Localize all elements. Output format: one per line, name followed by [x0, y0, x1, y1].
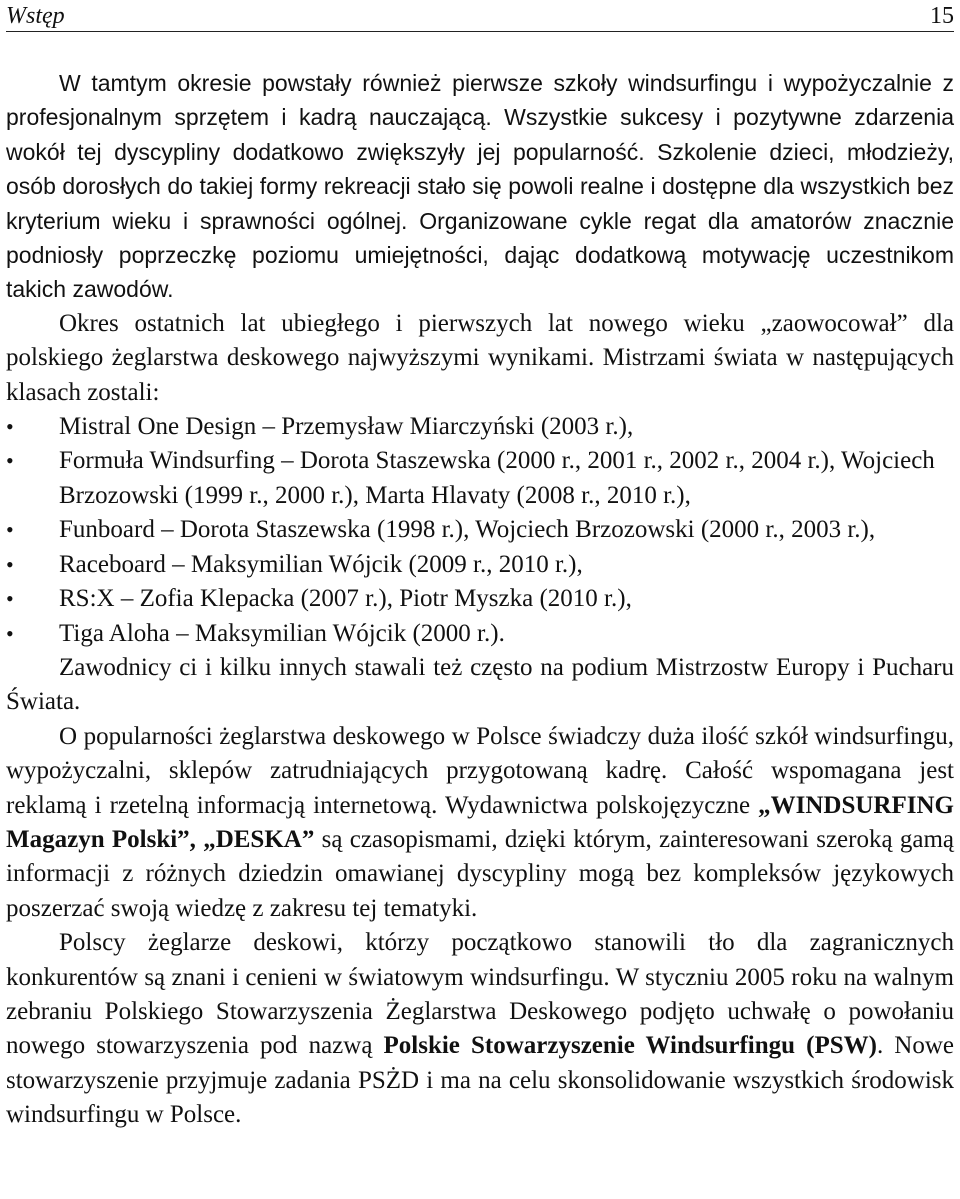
- list-item: [6, 548, 954, 582]
- list-item: [6, 513, 954, 547]
- list-item-text: Tiga Aloha – Maksymilian Wójcik (2000 r.).: [59, 619, 505, 647]
- paragraph-5: [6, 926, 954, 1132]
- association-name: Polskie Stowarzyszenie Windsurfingu (PSW): [383, 1032, 877, 1060]
- bullet-icon: •: [6, 551, 14, 577]
- list-item: [6, 617, 954, 651]
- bullet-icon: •: [6, 620, 14, 646]
- paragraph-1: W tamtym okresie powstały również pierwsze szkoły windsurfingu i wypożyczalnie z profesjonalnym sprzętem i kadrą nauczającą. Wszystkie sukcesy i pozytywne zdarzenia wokół tej dyscypliny dodatkowo zwiększyły jej popularność. Szkolenie dzieci, młodzieży, osób dorosłych do takiej formy rekreacji stało się powoli realne i dostępne dla wszystkich bez kryterium wieku i sprawności ogólnej. Organizowane cykle regat dla amatorów znacznie podniosły poprzeczkę poziomu umiejętności, dając dodatkową motywację uczestnikom takich zawodów.: [6, 70, 954, 303]
- page-number: 15: [930, 3, 954, 29]
- world-champions-list: [6, 410, 954, 651]
- bullet-icon: •: [6, 448, 14, 474]
- bullet-icon: •: [6, 414, 14, 440]
- page-header: [6, 0, 954, 32]
- running-head-title: Wstęp: [6, 3, 65, 29]
- paragraph-4-text-b: są czasopismami, dzięki którym, zainteresowani szeroką gamą informacji z różnych dziedzin omawianej dyscypliny mogą bez kompleksów językowych poszerzać swoją wiedzę z zakresu tej tematyki.: [6, 825, 954, 922]
- list-item-text: RS:X – Zofia Klepacka (2007 r.), Piotr Myszka (2010 r.),: [59, 585, 632, 613]
- list-item-text: Formuła Windsurfing – Dorota Staszewska (2000 r., 2001 r., 2002 r., 2004 r.), Wojciech Brzozowski (1999 r., 2000 r.), Marta Hlavaty (2008 r., 2010 r.),: [59, 447, 935, 509]
- list-item: [6, 410, 954, 444]
- bullet-icon: •: [6, 586, 14, 612]
- list-item-text: Mistral One Design – Przemysław Miarczyński (2003 r.),: [59, 413, 634, 441]
- list-item-text: Raceboard – Maksymilian Wójcik (2009 r., 2010 r.),: [59, 550, 583, 578]
- list-item-text: Funboard – Dorota Staszewska (1998 r.), Wojciech Brzozowski (2000 r., 2003 r.),: [59, 516, 876, 544]
- list-item: [6, 444, 954, 513]
- paragraph-4-text-a: O popularności żeglarstwa deskowego w Polsce świadczy duża ilość szkół windsurfingu, wypożyczalni, sklepów zatrudniających przygotowaną kadrę. Całość wspomagana jest reklamą i rzetelną informacją internetową. Wydawnictwa polskojęzyczne: [6, 722, 954, 819]
- paragraph-5-text-b: . Nowe stowarzyszenie przyjmuje zadania PSŻD i ma na celu skonsolidowanie wszystkich środowisk windsurfingu w Polsce.: [6, 1032, 954, 1129]
- list-item: [6, 582, 954, 616]
- page-body: [6, 66, 954, 1133]
- paragraph-4: [6, 720, 954, 926]
- magazine-titles: „WINDSURFING Magazyn Polski”, „DESKA”: [6, 791, 954, 853]
- paragraph-2: Okres ostatnich lat ubiegłego i pierwszych lat nowego wieku „zaowocował” dla polskiego żeglarstwa deskowego najwyższymi wynikami. Mistrzami świata w następujących klasach zostali:: [6, 309, 954, 406]
- paragraph-5-text-a: Polscy żeglarze deskowi, którzy początkowo stanowili tło dla zagranicznych konkurentów są znani i cenieni w światowym windsurfingu. W styczniu 2005 roku na walnym zebraniu Polskiego Stowarzyszenia Żeglarstwa Deskowego podjęto uchwałę o powołaniu nowego stowarzyszenia pod nazwą: [6, 929, 954, 1060]
- bullet-icon: •: [6, 517, 14, 543]
- paragraph-3: Zawodnicy ci i kilku innych stawali też często na podium Mistrzostw Europy i Pucharu Świata.: [6, 653, 954, 716]
